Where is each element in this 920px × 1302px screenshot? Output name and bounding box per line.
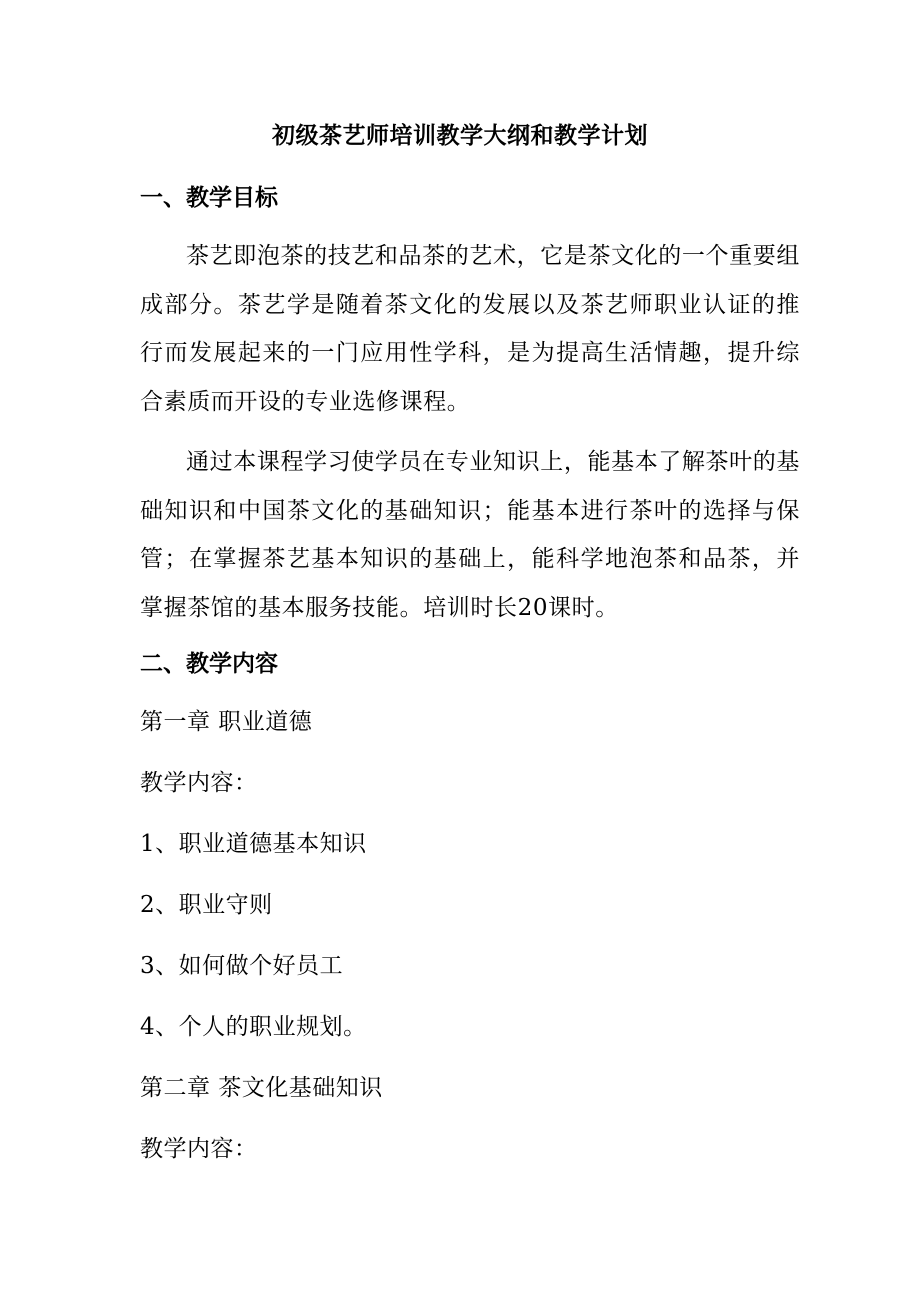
document-title: 初级茶艺师培训教学大纲和教学计划: [272, 122, 648, 149]
chapter-1-item: 3、如何做个好员工: [140, 953, 344, 979]
section-heading-teaching-content: 二、教学内容: [140, 650, 278, 677]
chapter-2-content-label: 教学内容：: [140, 1136, 258, 1162]
chapter-1-item: 1、职业道德基本知识: [140, 831, 367, 857]
section-heading-teaching-goals: 一、教学目标: [140, 184, 278, 211]
chapter-1-title: 第一章 职业道德: [140, 709, 313, 735]
goals-paragraph-2: 通过本课程学习使学员在专业知识上，能基本了解茶叶的基础知识和中国茶文化的基础知识；能基本进行茶叶的选择与保管；在掌握茶艺基本知识的基础上，能科学地泡茶和品茶，并掌握茶馆的基本服务技能。培训时长20课时。: [140, 449, 800, 621]
chapter-1-item: 4、个人的职业规划。: [140, 1014, 367, 1040]
chapter-2-title: 第二章 茶文化基础知识: [140, 1075, 383, 1101]
chapter-1-item: 2、职业守则: [140, 892, 273, 918]
chapter-1-content-label: 教学内容：: [140, 770, 258, 796]
goals-paragraph-1: 茶艺即泡茶的技艺和品茶的艺术，它是茶文化的一个重要组成部分。茶艺学是随着茶文化的发展以及茶艺师职业认证的推行而发展起来的一门应用性学科，是为提高生活情趣，提升综合素质而开设的专业选修课程。: [140, 243, 800, 415]
